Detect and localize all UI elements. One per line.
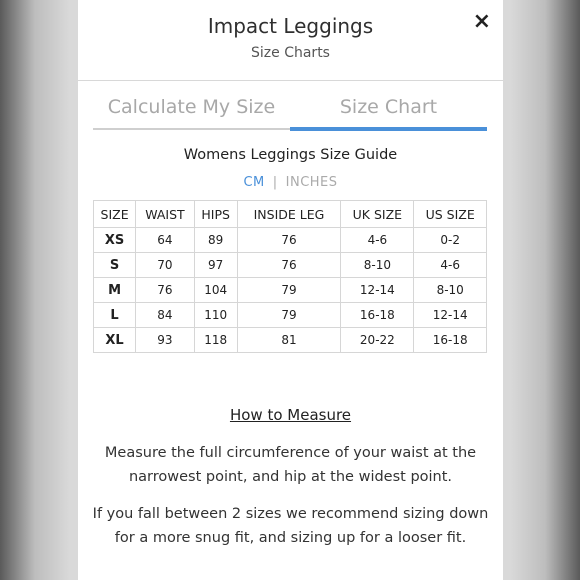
table-header: WAIST — [136, 201, 195, 228]
table-cell: 97 — [194, 253, 237, 278]
unit-cm-button[interactable]: CM — [243, 175, 265, 190]
table-header: SIZE — [94, 201, 136, 228]
table-header: UK SIZE — [341, 201, 414, 228]
table-cell: 16-18 — [341, 303, 414, 328]
table-cell: 0-2 — [414, 228, 487, 253]
size-table — [93, 200, 487, 353]
table-cell: 76 — [237, 253, 341, 278]
table-header: INSIDE LEG — [237, 201, 341, 228]
table-row — [94, 253, 487, 278]
unit-toggle — [78, 175, 503, 190]
table-cell: 93 — [136, 328, 195, 353]
table-cell: 79 — [237, 303, 341, 328]
tab-calculate-my-size[interactable]: Calculate My Size — [107, 96, 276, 118]
table-header-row — [94, 201, 487, 228]
unit-separator: | — [272, 175, 278, 190]
table-row — [94, 303, 487, 328]
table-row — [94, 278, 487, 303]
size-guide-title: Womens Leggings Size Guide — [183, 147, 398, 163]
table-cell: 84 — [136, 303, 195, 328]
table-cell: 12-14 — [414, 303, 487, 328]
table-cell: 79 — [237, 278, 341, 303]
table-cell: 8-10 — [414, 278, 487, 303]
tab-bar — [93, 92, 487, 130]
table-cell: 70 — [136, 253, 195, 278]
table-cell: 12-14 — [341, 278, 414, 303]
size-chart-modal — [78, 0, 503, 580]
table-cell: M — [94, 278, 136, 303]
table-cell: 104 — [194, 278, 237, 303]
table-cell: 76 — [136, 278, 195, 303]
tab-size-chart[interactable]: Size Chart — [339, 96, 438, 118]
table-header: HIPS — [194, 201, 237, 228]
table-cell: S — [94, 253, 136, 278]
close-icon[interactable]: × — [472, 9, 491, 34]
table-cell: 4-6 — [341, 228, 414, 253]
modal-subtitle: Size Charts — [251, 45, 330, 61]
table-cell: XS — [94, 228, 136, 253]
measure-instructions: Measure the full circumference of your waist at the narrowest point, and hip at the widest point. — [104, 445, 477, 485]
table-cell: L — [94, 303, 136, 328]
table-cell: 76 — [237, 228, 341, 253]
table-cell: 64 — [136, 228, 195, 253]
active-tab-indicator — [290, 127, 487, 131]
modal-header — [78, 0, 503, 81]
table-row — [94, 228, 487, 253]
how-to-measure-heading: How to Measure — [229, 406, 352, 424]
table-cell: 110 — [194, 303, 237, 328]
unit-inches-button[interactable]: INCHES — [285, 175, 338, 190]
table-header: US SIZE — [414, 201, 487, 228]
sizing-advice: If you fall between 2 sizes we recommend sizing down for a more snug fit, and sizing up for a looser fit. — [92, 506, 489, 546]
table-cell: 20-22 — [341, 328, 414, 353]
table-row — [94, 328, 487, 353]
table-cell: 118 — [194, 328, 237, 353]
table-cell: 16-18 — [414, 328, 487, 353]
table-cell: 4-6 — [414, 253, 487, 278]
table-cell: 89 — [194, 228, 237, 253]
modal-title: Impact Leggings — [207, 14, 374, 38]
table-cell: 81 — [237, 328, 341, 353]
table-cell: 8-10 — [341, 253, 414, 278]
table-cell: XL — [94, 328, 136, 353]
